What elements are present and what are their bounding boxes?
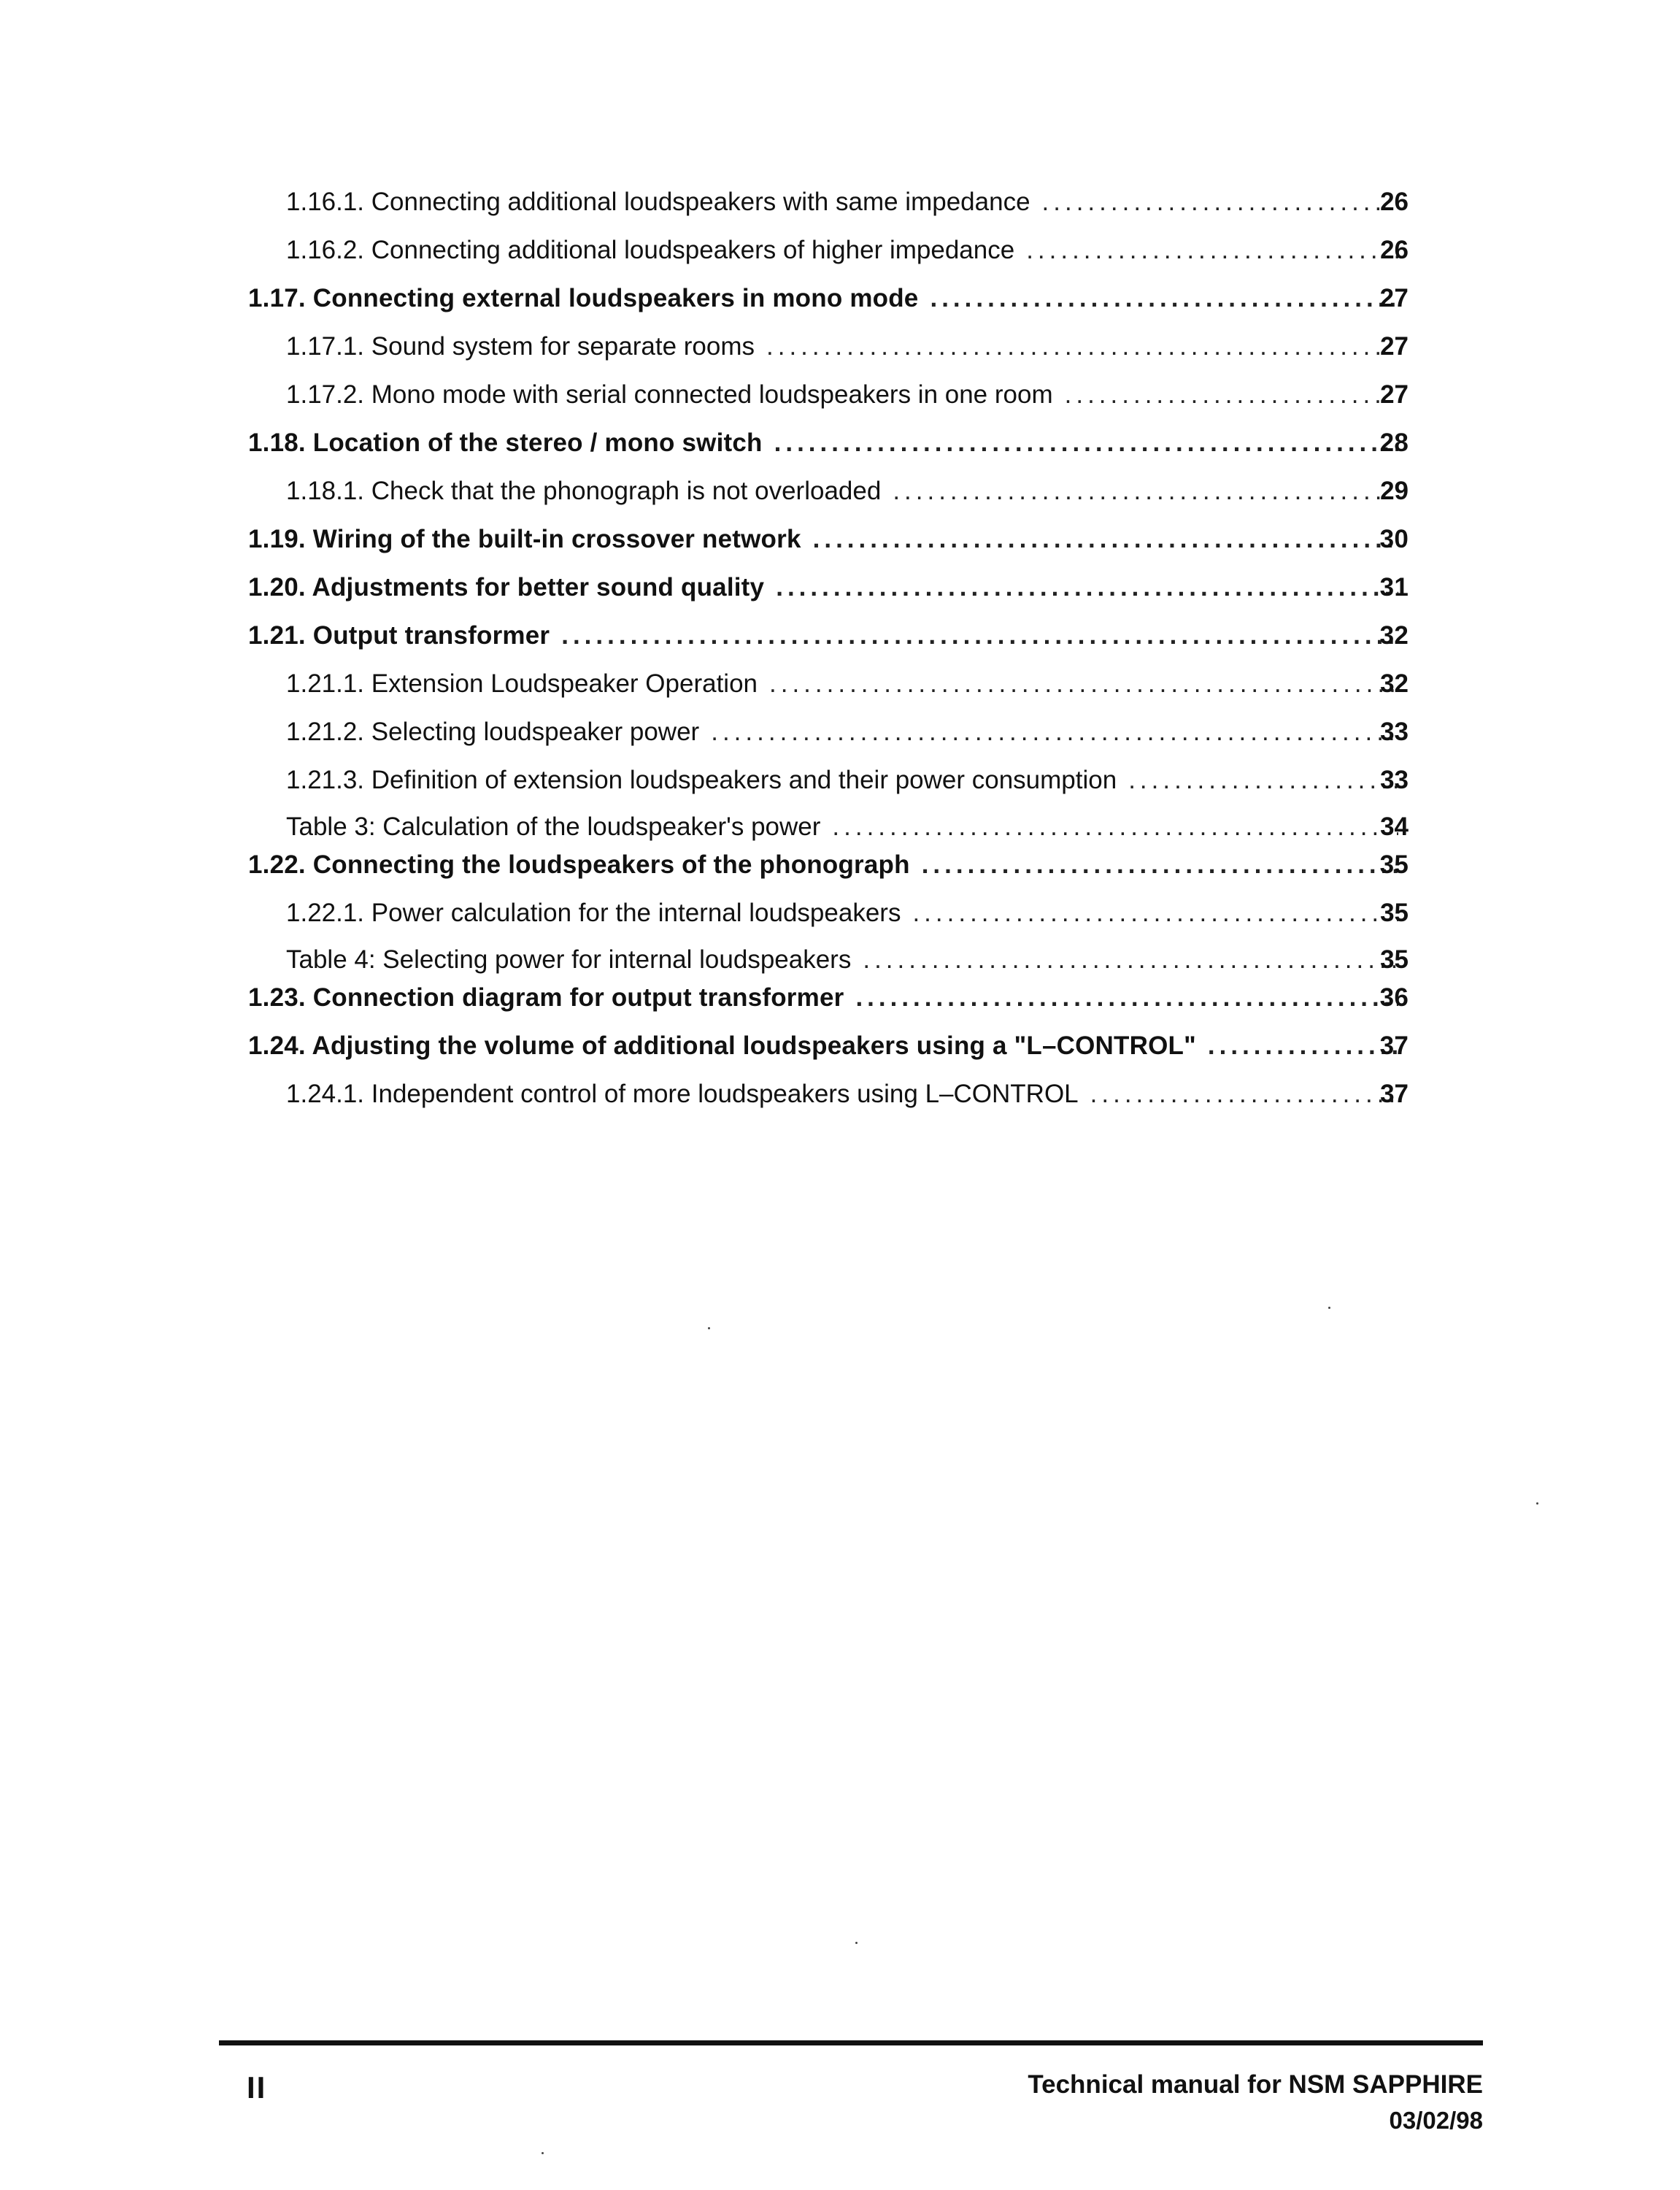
toc-entry-title: 1.21.1. Extension Loudspeaker Operation: [286, 669, 758, 698]
toc-entry-title: 1.21. Output transformer: [248, 621, 550, 650]
toc-entry[interactable]: [0, 666, 1409, 702]
toc-entry-page: 27: [1380, 332, 1409, 361]
toc-entry-title: 1.18. Location of the stereo / mono switch: [248, 429, 763, 457]
toc-entry-page: 29: [1380, 477, 1409, 505]
toc-entry[interactable]: [0, 425, 1409, 461]
toc-entry-page: 32: [1379, 621, 1409, 650]
toc-leader-dots: [855, 980, 1398, 1016]
toc-entry[interactable]: [0, 895, 1409, 931]
toc-entry-title: 1.23. Connection diagram for output transformer: [248, 983, 844, 1012]
scan-speck: [855, 1942, 858, 1944]
scan-speck: [1328, 1307, 1330, 1309]
toc-entry[interactable]: [0, 377, 1409, 413]
toc-entry-title: 1.16.2. Connecting additional loudspeakers of higher impedance: [286, 236, 1015, 264]
footer-date: 03/02/98: [1389, 2107, 1483, 2134]
toc-entry[interactable]: [0, 809, 1409, 845]
toc-entry[interactable]: [0, 232, 1409, 269]
toc-leader-dots: [766, 328, 1398, 365]
toc-entry[interactable]: [0, 521, 1409, 558]
toc-entry[interactable]: [0, 942, 1409, 978]
toc-leader-dots: [922, 847, 1398, 883]
toc-leader-dots: [813, 521, 1398, 558]
toc-leader-dots: [1090, 1076, 1398, 1113]
toc-leader-dots: [774, 425, 1398, 461]
toc-entry[interactable]: [0, 847, 1409, 883]
toc-entry-title: 1.17.2. Mono mode with serial connected loudspeakers in one room: [286, 380, 1053, 409]
toc-entry-page: 35: [1380, 899, 1409, 927]
toc-leader-dots: [776, 569, 1398, 606]
toc-entry-page: 27: [1379, 284, 1409, 312]
toc-entry[interactable]: [0, 473, 1409, 510]
toc-entry-page: 27: [1380, 380, 1409, 409]
toc-entry-page: 26: [1380, 236, 1409, 264]
toc-leader-dots: [769, 666, 1398, 702]
toc-entry[interactable]: [0, 328, 1409, 365]
toc-entry-title: 1.22. Connecting the loudspeakers of the phonograph: [248, 850, 910, 879]
toc-entry-title: 1.18.1. Check that the phonograph is not overloaded: [286, 477, 882, 505]
toc-entry[interactable]: [0, 980, 1409, 1016]
toc-leader-dots: [863, 942, 1398, 978]
toc-leader-dots: [1042, 184, 1398, 220]
toc-entry[interactable]: [0, 1028, 1409, 1064]
toc-entry-title: 1.24.1. Independent control of more loudspeakers using L–CONTROL: [286, 1080, 1079, 1108]
toc-entry-page: 37: [1380, 1080, 1409, 1108]
toc-leader-dots: [912, 895, 1398, 931]
toc-leader-dots: [711, 714, 1398, 750]
toc-entry-page: 30: [1379, 525, 1409, 553]
toc-entry-page: 33: [1380, 718, 1409, 746]
toc-entry-page: 35: [1380, 945, 1409, 974]
toc-leader-dots: [1065, 377, 1398, 413]
toc-entry-title: Table 3: Calculation of the loudspeaker's power: [286, 812, 821, 841]
toc-entry-title: Table 4: Selecting power for internal loudspeakers: [286, 945, 852, 974]
scan-speck: [1536, 1502, 1538, 1505]
toc-leader-dots: [561, 618, 1398, 654]
footer-manual-title: Technical manual for NSM SAPPHIRE: [1028, 2070, 1483, 2099]
toc-entry[interactable]: [0, 618, 1409, 654]
toc-entry[interactable]: [0, 714, 1409, 750]
toc-entry-page: 36: [1379, 983, 1409, 1012]
scan-speck: [708, 1327, 710, 1329]
toc-entry[interactable]: [0, 184, 1409, 220]
toc-entry-page: 31: [1379, 573, 1409, 602]
toc-entry-title: 1.20. Adjustments for better sound quality: [248, 573, 765, 602]
toc-entry-page: 26: [1380, 188, 1409, 216]
toc-entry-page: 35: [1379, 850, 1409, 879]
toc-entry-title: 1.24. Adjusting the volume of additional loudspeakers using a "L–CONTROL": [248, 1031, 1196, 1060]
toc-entry-title: 1.21.3. Definition of extension loudspeakers and their power consumption: [286, 766, 1117, 794]
toc-entry-title: 1.19. Wiring of the built-in crossover network: [248, 525, 801, 553]
toc-leader-dots: [832, 809, 1398, 845]
toc-leader-dots: [930, 280, 1398, 317]
toc-entry[interactable]: [0, 280, 1409, 317]
toc-entry-title: 1.21.2. Selecting loudspeaker power: [286, 718, 700, 746]
toc-entry-page: 32: [1380, 669, 1409, 698]
toc-leader-dots: [893, 473, 1398, 510]
toc-entry-page: 34: [1380, 812, 1409, 841]
toc-entry-page: 33: [1380, 766, 1409, 794]
toc-entry[interactable]: [0, 1076, 1409, 1113]
toc-entry-page: 28: [1379, 429, 1409, 457]
footer-rule: [219, 2040, 1483, 2045]
toc-leader-dots: [1128, 762, 1398, 799]
toc-entry-title: 1.17.1. Sound system for separate rooms: [286, 332, 755, 361]
scan-speck: [542, 2152, 544, 2154]
toc-entry-title: 1.16.1. Connecting additional loudspeakers with same impedance: [286, 188, 1030, 216]
toc-entry[interactable]: [0, 762, 1409, 799]
toc-entry[interactable]: [0, 569, 1409, 606]
toc-entry-title: 1.22.1. Power calculation for the internal loudspeakers: [286, 899, 901, 927]
toc-entry-page: 37: [1379, 1031, 1409, 1060]
toc-leader-dots: [1026, 232, 1398, 269]
toc-entry-title: 1.17. Connecting external loudspeakers in mono mode: [248, 284, 919, 312]
footer-page-number: II: [247, 2070, 267, 2105]
